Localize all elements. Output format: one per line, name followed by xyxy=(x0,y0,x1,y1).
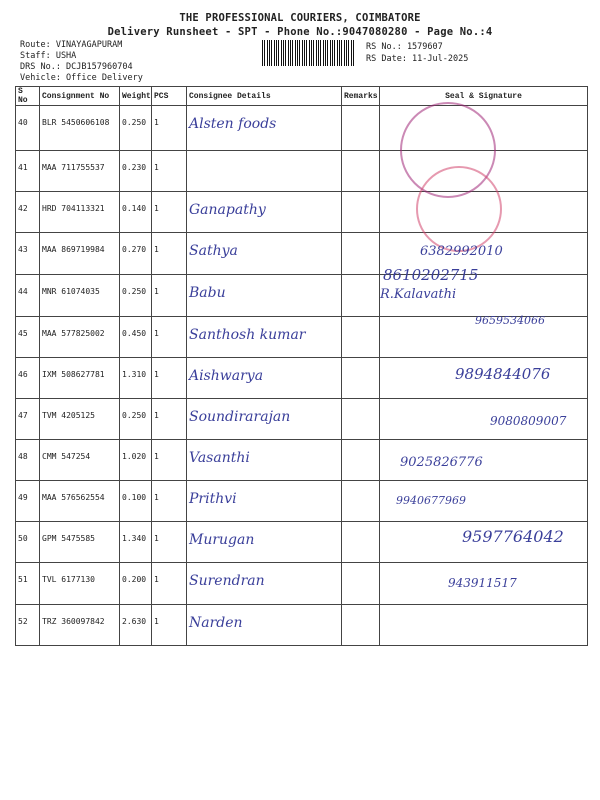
cell-remarks xyxy=(342,106,380,151)
cell-weight: 0.250 xyxy=(120,275,152,317)
signature-note: 9940677969 xyxy=(396,494,466,507)
cell-remarks xyxy=(342,481,380,522)
staff-label: Staff: USHA xyxy=(20,51,77,61)
cell-weight: 1.310 xyxy=(120,358,152,399)
cell-weight: 0.270 xyxy=(120,233,152,275)
col-remarks: Remarks xyxy=(342,87,380,106)
col-consignment: Consignment No xyxy=(40,87,120,106)
vehicle-label: Vehicle: Office Delivery xyxy=(20,73,143,83)
cell-remarks xyxy=(342,522,380,563)
route-label: Route: VINAYAGAPURAM xyxy=(20,40,123,50)
cell-sno: 40 xyxy=(16,106,40,151)
cell-remarks xyxy=(342,605,380,646)
cell-consignee: Vasanthi xyxy=(187,440,342,481)
cell-consignment: MAA 711755537 xyxy=(40,151,120,192)
cell-consignment: HRD 704113321 xyxy=(40,192,120,233)
seal-stamp xyxy=(416,166,502,252)
cell-sno: 44 xyxy=(16,275,40,317)
cell-pcs: 1 xyxy=(152,317,187,358)
signature-note: 8610202715 xyxy=(383,266,479,284)
cell-weight: 0.140 xyxy=(120,192,152,233)
col-seal: Seal & Signature xyxy=(380,87,588,106)
cell-sno: 41 xyxy=(16,151,40,192)
cell-sno: 42 xyxy=(16,192,40,233)
cell-remarks xyxy=(342,233,380,275)
cell-consignment: GPM 5475585 xyxy=(40,522,120,563)
table-header-row xyxy=(16,87,588,106)
cell-pcs: 1 xyxy=(152,275,187,317)
cell-consignee: Narden xyxy=(187,605,342,646)
cell-sno: 50 xyxy=(16,522,40,563)
cell-remarks xyxy=(342,151,380,192)
sheet-title: Delivery Runsheet - SPT - Phone No.:9047080280 - Page No.:4 xyxy=(107,26,493,38)
signature-note: R.Kalavathi xyxy=(380,287,457,302)
cell-consignment: TVL 6177130 xyxy=(40,563,120,605)
cell-weight: 1.020 xyxy=(120,440,152,481)
signature-note: 9597764042 xyxy=(462,527,564,546)
table-row xyxy=(16,106,588,151)
cell-weight: 0.200 xyxy=(120,563,152,605)
table-row xyxy=(16,605,588,646)
cell-sno: 49 xyxy=(16,481,40,522)
col-pcs: PCS xyxy=(152,87,187,106)
cell-consignee: Soundirarajan xyxy=(187,399,342,440)
cell-seal xyxy=(380,605,588,646)
cell-consignment: MAA 869719984 xyxy=(40,233,120,275)
rs-date: RS Date: 11-Jul-2025 xyxy=(366,54,469,64)
company-title: THE PROFESSIONAL COURIERS, COIMBATORE xyxy=(179,12,421,24)
cell-remarks xyxy=(342,317,380,358)
cell-pcs: 1 xyxy=(152,605,187,646)
signature-note: 6382992010 xyxy=(420,244,503,259)
cell-weight: 0.250 xyxy=(120,399,152,440)
cell-sno: 43 xyxy=(16,233,40,275)
col-weight: Weight xyxy=(120,87,152,106)
cell-consignment: CMM 547254 xyxy=(40,440,120,481)
signature-note: 9025826776 xyxy=(400,455,483,470)
cell-weight: 1.340 xyxy=(120,522,152,563)
cell-consignment: IXM 508627781 xyxy=(40,358,120,399)
cell-weight: 0.100 xyxy=(120,481,152,522)
cell-pcs: 1 xyxy=(152,358,187,399)
cell-consignee: Ganapathy xyxy=(187,192,342,233)
table-row xyxy=(16,440,588,481)
cell-remarks xyxy=(342,192,380,233)
cell-consignee: Murugan xyxy=(187,522,342,563)
col-consignee: Consignee Details xyxy=(187,87,342,106)
cell-remarks xyxy=(342,563,380,605)
cell-weight: 2.630 xyxy=(120,605,152,646)
cell-consignment: MNR 61074035 xyxy=(40,275,120,317)
cell-sno: 51 xyxy=(16,563,40,605)
cell-pcs: 1 xyxy=(152,522,187,563)
cell-pcs: 1 xyxy=(152,192,187,233)
cell-pcs: 1 xyxy=(152,563,187,605)
cell-pcs: 1 xyxy=(152,440,187,481)
cell-pcs: 1 xyxy=(152,106,187,151)
cell-remarks xyxy=(342,440,380,481)
cell-consignee: Surendran xyxy=(187,563,342,605)
drs-label: DRS No.: DCJB157960704 xyxy=(20,62,133,72)
cell-consignee: Aishwarya xyxy=(187,358,342,399)
signature-note: 9080809007 xyxy=(490,414,567,428)
cell-sno: 48 xyxy=(16,440,40,481)
cell-sno: 47 xyxy=(16,399,40,440)
cell-sno: 52 xyxy=(16,605,40,646)
cell-consignment: MAA 576562554 xyxy=(40,481,120,522)
cell-consignment: BLR 5450606108 xyxy=(40,106,120,151)
rs-number: RS No.: 1579607 xyxy=(366,42,443,52)
cell-sno: 45 xyxy=(16,317,40,358)
signature-note: 9659534066 xyxy=(475,314,545,327)
cell-weight: 0.250 xyxy=(120,106,152,151)
cell-pcs: 1 xyxy=(152,481,187,522)
col-sno: S No xyxy=(16,87,40,106)
cell-remarks xyxy=(342,358,380,399)
cell-weight: 0.450 xyxy=(120,317,152,358)
cell-consignment: MAA 577825002 xyxy=(40,317,120,358)
cell-weight: 0.230 xyxy=(120,151,152,192)
cell-consignment: TVM 4205125 xyxy=(40,399,120,440)
cell-consignment: TRZ 360097842 xyxy=(40,605,120,646)
barcode-image xyxy=(262,40,354,66)
cell-pcs: 1 xyxy=(152,233,187,275)
cell-consignee: Alsten foods xyxy=(187,106,342,151)
table-row xyxy=(16,151,588,192)
cell-remarks xyxy=(342,275,380,317)
cell-consignee: Prithvi xyxy=(187,481,342,522)
cell-consignee: Babu xyxy=(187,275,342,317)
cell-pcs: 1 xyxy=(152,151,187,192)
cell-pcs: 1 xyxy=(152,399,187,440)
table-row xyxy=(16,481,588,522)
cell-consignee: Sathya xyxy=(187,233,342,275)
table-row xyxy=(16,275,588,317)
signature-note: 9894844076 xyxy=(455,365,551,383)
signature-note: 943911517 xyxy=(448,576,517,590)
cell-sno: 46 xyxy=(16,358,40,399)
cell-consignee: Santhosh kumar xyxy=(187,317,342,358)
cell-remarks xyxy=(342,399,380,440)
cell-consignee xyxy=(187,151,342,192)
